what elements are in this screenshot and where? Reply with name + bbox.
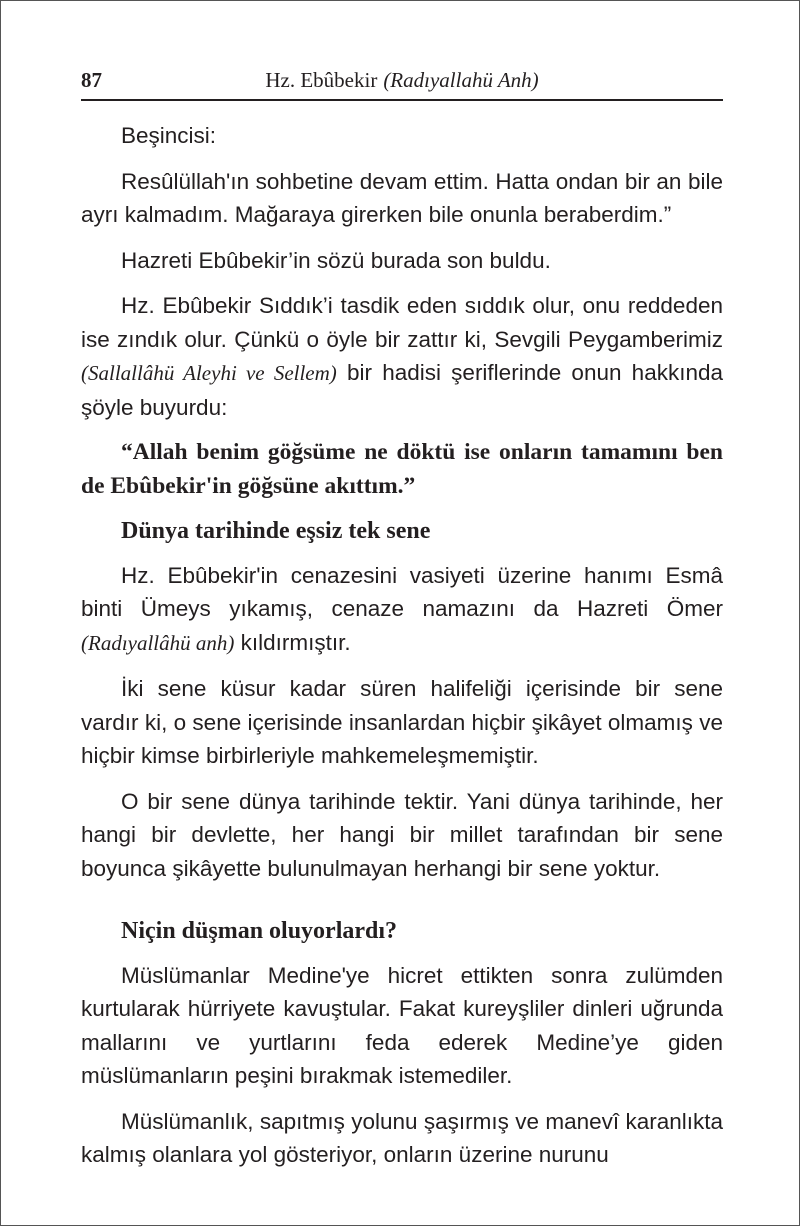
book-title: Hz. Ebûbekir	[265, 68, 378, 92]
paragraph-text: kıldırmıştır.	[234, 629, 351, 655]
honorific-italic: (Radıyallâhü anh)	[81, 630, 235, 655]
section-heading: Niçin düşman oluyorlardı?	[121, 918, 398, 944]
paragraph: Beşincisi:	[121, 123, 217, 148]
paragraph-text: Hz. Ebûbekir'in cenazesini vasiyeti üzerine hanımı Esmâ binti Ümeys yıkamış, cenaze namazını da Hazreti Ömer	[81, 562, 723, 621]
paragraph: Müslümanlık, sapıtmış yolunu şaşırmış ve manevî karanlıkta kalmış olanlara yol gösteriyor, onların üzerine nurunu	[81, 1108, 723, 1167]
page-number: 87	[81, 68, 102, 92]
hadith-quote: “Allah benim göğsüme ne döktü ise onların tamamını ben de Ebûbekir'in göğsüne akıttım.”	[81, 439, 723, 499]
running-title	[81, 68, 723, 93]
honorific-italic: (Sallallâhü Aleyhi ve Sellem)	[81, 361, 337, 385]
paragraph: Resûlüllah'ın sohbetine devam ettim. Hatta ondan bir an bile ayrı kalmadım. Mağaraya girerken bile onunla beraberdim.”	[81, 168, 723, 227]
paragraph: İki sene küsur kadar süren halifeliği içerisinde bir sene vardır ki, o sene içerisinde insanlardan hiçbir şikâyet olmamış ve hiçbir kimse birbirleriyle mahkemeleşmemiştir.	[81, 676, 723, 768]
running-header	[81, 63, 723, 101]
paragraph: Hazreti Ebûbekir’in sözü burada son buldu.	[121, 247, 551, 273]
paragraph: O bir sene dünya tarihinde tektir. Yani dünya tarihinde, her hangi bir devlette, her hangi bir millet tarafından bir sene boyunca şikâyette bulunulmayan herhangi bir sene yoktur.	[81, 788, 723, 881]
paragraph	[81, 289, 723, 424]
page-body	[81, 119, 723, 1184]
paragraph: Müslümanlar Medine'ye hicret ettikten sonra zulümden kurtularak hürriyete kavuştular. Fakat kureyşliler dinleri uğrunda mallarını ve yurtlarını feda ederek Medine’ye giden müslümanların peşini bırakmak istemediler.	[81, 962, 723, 1088]
paragraph	[81, 559, 723, 661]
section-heading: Dünya tarihinde eşsiz tek sene	[121, 518, 431, 544]
title-honorific: (Radıyallahü Anh)	[383, 68, 539, 92]
paragraph-text: Hz. Ebûbekir Sıddık’i tasdik eden sıddık olur, onu reddeden ise zındık olur. Çünkü o öyle bir zattır ki, Sevgili Peygamberimiz	[81, 293, 723, 352]
paragraph-text: bir hadisi şeriflerinde onun hakkında şöyle buyurdu:	[81, 360, 723, 420]
